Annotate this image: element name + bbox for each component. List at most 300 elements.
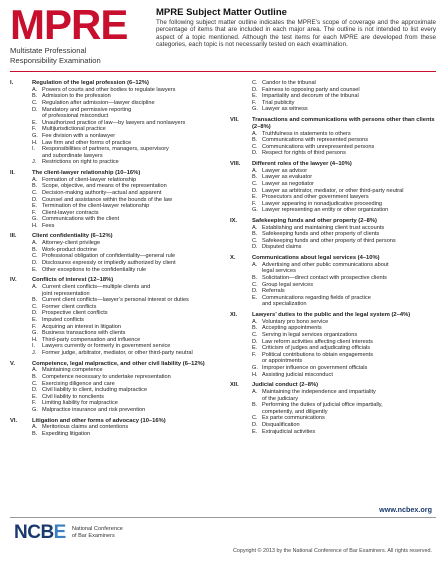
outline-item	[252, 402, 436, 409]
item-text: Communications with unrepresented persons	[262, 143, 375, 150]
section-number: II.	[10, 169, 15, 176]
outline-section	[10, 361, 216, 414]
outline-item	[252, 325, 436, 332]
section-heading	[230, 255, 436, 262]
item-letter: G.	[32, 216, 38, 223]
item-letter: H.	[252, 371, 258, 378]
section-title: Competence, legal malpractice, and other civil liability (6–12%)	[32, 360, 205, 367]
item-text: Lawyer appearing in nonadjudicative proceeding	[262, 200, 383, 207]
item-text: Criticism of judges and adjudicating officials	[262, 345, 371, 352]
item-text: Former judge, arbitrator, mediator, or other third-party neutral	[42, 349, 193, 356]
item-letter: D.	[32, 310, 38, 317]
outline-item	[32, 317, 216, 324]
item-letter: A.	[32, 86, 38, 93]
item-text: Limiting liability for malpractice	[42, 400, 118, 407]
outline-item	[252, 352, 436, 359]
outline-item	[32, 400, 216, 407]
item-text: Accepting appointments	[262, 325, 322, 332]
item-letter: C.	[32, 303, 38, 310]
item-letter: F.	[32, 323, 37, 330]
outline-item	[252, 345, 436, 352]
item-letter: C.	[32, 99, 38, 106]
item-text: Decision-making authority—actual and apparent	[42, 189, 162, 196]
item-text-continuation: competently, and diligently	[262, 408, 328, 415]
outline-left-column	[10, 80, 216, 442]
outline-item	[252, 389, 436, 396]
outline-item	[252, 295, 436, 302]
item-text: Mandatory and permissive reporting	[42, 106, 132, 113]
section-title: Judicial conduct (2–8%)	[252, 382, 319, 389]
item-letter: B.	[32, 297, 38, 304]
item-text: Malpractice insurance and risk prevention	[42, 406, 146, 413]
item-text: Formation of client-lawyer relationship	[42, 176, 137, 183]
item-text: Counsel and assistance within the bounds of the law	[42, 196, 172, 203]
item-text: Disclosures expressly or impliedly authorized by client	[42, 260, 176, 267]
item-letter: D.	[252, 421, 258, 428]
item-text: Ex parte communications	[262, 415, 325, 422]
item-letter: D.	[32, 196, 38, 203]
item-letter: E.	[252, 93, 258, 100]
outline-item	[32, 87, 216, 94]
item-text-continuation: and subordinate lawyers	[42, 152, 103, 159]
item-text: Competence necessary to undertake representation	[42, 373, 171, 380]
item-letter: A.	[252, 318, 258, 325]
item-letter: I.	[32, 343, 36, 350]
outline-item	[32, 126, 216, 133]
outline-item	[32, 330, 216, 337]
item-text: Professional obligation of confidentiality—general rule	[42, 253, 176, 260]
item-text: Third-party compensation and influence	[42, 336, 141, 343]
section-heading	[230, 218, 436, 225]
item-letter: H.	[32, 222, 38, 229]
item-letter: D.	[252, 288, 258, 295]
outline-item	[252, 207, 436, 214]
outline-item	[32, 267, 216, 274]
item-letter: C.	[252, 415, 258, 422]
section-title: Lawyers’ duties to the public and the legal system (2–4%)	[252, 312, 411, 319]
outline-item	[32, 159, 216, 166]
item-text: Attorney-client privilege	[42, 240, 101, 247]
item-letter: E.	[32, 393, 38, 400]
section-title: Safekeeping funds and other property (2–8%)	[252, 217, 377, 224]
item-letter: E.	[32, 266, 38, 273]
item-letter: B.	[32, 183, 38, 190]
item-letter: C.	[252, 332, 258, 338]
item-text: Serving in legal services organizations	[262, 332, 358, 338]
outline-item	[32, 203, 216, 210]
item-letter: A.	[252, 388, 258, 395]
outline-item	[252, 429, 436, 436]
item-text: Lawyer as advisor	[262, 167, 308, 174]
item-text: Lawyer as evaluator	[262, 174, 313, 181]
item-letter: D.	[252, 150, 258, 157]
section-number: VI.	[10, 417, 18, 424]
outline-item	[32, 183, 216, 190]
item-letter: G.	[32, 406, 38, 413]
item-letter: C.	[32, 380, 38, 387]
item-letter: G.	[32, 330, 38, 337]
item-text-continuation: and specialization	[262, 301, 307, 308]
outline-item	[32, 350, 216, 357]
item-text: Communications with represented persons	[262, 137, 369, 144]
item-letter: A.	[32, 176, 38, 183]
outline-item	[32, 100, 216, 107]
section-number: VIII.	[230, 160, 241, 167]
item-text: Improper influence on government officials	[262, 364, 368, 371]
outline-section	[10, 80, 216, 166]
section-title: Transactions and communications with persons other than clients (2–8%)	[252, 116, 435, 130]
item-letter: G.	[32, 132, 38, 139]
item-text: Termination of the client-lawyer relationship	[42, 203, 150, 210]
item-letter: F.	[32, 209, 37, 216]
item-letter: E.	[32, 317, 38, 323]
item-text: Voluntary pro bono service	[262, 318, 329, 325]
outline-section	[230, 255, 436, 308]
item-text: Fairness to opposing party and counsel	[262, 86, 360, 93]
item-letter: D.	[252, 338, 258, 345]
item-text: Exercising diligence and care	[42, 380, 115, 387]
outline-item	[252, 372, 436, 379]
item-letter: E.	[252, 194, 258, 201]
item-text: Safekeeping funds and other property of clients	[262, 231, 380, 238]
item-text: Client-lawyer contracts	[42, 209, 99, 216]
footer-divider	[10, 517, 436, 518]
outline-item	[32, 140, 216, 147]
item-text: Trial publicity	[262, 99, 295, 106]
item-letter: F.	[32, 400, 37, 407]
item-text: Admission to the profession	[42, 93, 111, 100]
outline-item	[32, 343, 216, 350]
outline-section	[10, 170, 216, 230]
page-title: MPRE Subject Matter Outline	[156, 7, 287, 18]
item-letter: C.	[252, 143, 258, 150]
outline-item	[252, 150, 436, 157]
item-text: Restrictions on right to practice	[42, 159, 119, 166]
outline-item	[252, 188, 436, 195]
outline-section	[230, 218, 436, 251]
outline-item	[252, 262, 436, 269]
item-letter: C.	[32, 253, 38, 260]
outline-item	[32, 240, 216, 247]
outline-item	[32, 337, 216, 344]
item-text: Current client conflicts—lawyer’s personal interest or duties	[42, 297, 189, 304]
item-letter: H.	[32, 139, 38, 146]
item-text: Expediting litigation	[42, 430, 91, 437]
item-letter: G.	[252, 106, 258, 113]
mpre-logo-block	[10, 1, 140, 65]
outline-item	[32, 177, 216, 184]
section-title: Litigation and other forms of advocacy (10–16%)	[32, 417, 166, 424]
outline-section	[230, 382, 436, 435]
outline-item	[252, 288, 436, 295]
section-title: The client-lawyer relationship (10–16%)	[32, 169, 141, 176]
outline-section	[10, 233, 216, 273]
header-divider	[10, 71, 436, 72]
item-text: Fees	[42, 222, 55, 229]
outline-right-column	[230, 80, 436, 439]
item-text: Current client conflicts—multiple clients and	[42, 284, 151, 291]
item-letter: A.	[252, 261, 258, 268]
outline-item	[32, 107, 216, 114]
item-text: Law firm and other forms of practice	[42, 139, 132, 146]
section-title: Different roles of the lawyer (4–10%)	[252, 160, 352, 167]
item-text: Political contributions to obtain engagements	[262, 351, 374, 358]
item-text: Powers of courts and other bodies to regulate lawyers	[42, 86, 176, 93]
item-text: Lawyer as negotiator	[262, 180, 314, 187]
section-number: III.	[10, 233, 17, 240]
outline-item	[252, 319, 436, 326]
outline-item	[32, 284, 216, 291]
item-letter: D.	[252, 86, 258, 93]
item-letter: E.	[32, 203, 38, 210]
item-letter: D.	[32, 387, 38, 394]
outline-item	[252, 238, 436, 245]
item-text: Law reform activities affecting client interests	[262, 338, 373, 345]
outline-item	[32, 253, 216, 260]
website-link[interactable]: www.ncbex.org	[379, 505, 432, 514]
item-letter: I.	[32, 146, 36, 153]
section-number: I.	[10, 80, 14, 86]
outline-item	[252, 231, 436, 238]
item-letter: F.	[252, 200, 257, 207]
item-letter: B.	[32, 93, 38, 100]
item-letter: B.	[252, 231, 258, 238]
item-letter: J.	[32, 159, 37, 166]
item-letter: A.	[32, 367, 38, 374]
item-letter: F.	[32, 126, 37, 133]
outline-item	[252, 106, 436, 113]
item-letter: D.	[32, 106, 38, 113]
outline-item	[32, 367, 216, 374]
item-text-continuation: joint representation	[42, 290, 90, 297]
item-letter: G.	[252, 207, 258, 214]
outline-item	[32, 197, 216, 204]
copyright-notice: Copyright © 2013 by the National Conference of Bar Examiners. All rights reserved.	[232, 548, 432, 554]
item-text: Disputed claims	[262, 244, 302, 251]
item-letter: B.	[32, 430, 38, 437]
item-letter: A.	[32, 424, 38, 431]
item-text: Responsibilities of partners, managers, supervisory	[42, 146, 169, 153]
outline-item	[252, 87, 436, 94]
item-text-continuation: legal services	[262, 268, 296, 275]
item-text: Lawyer as witness	[262, 106, 308, 113]
section-title: Regulation of the legal profession (6–12%)	[32, 80, 149, 86]
section-heading	[230, 117, 436, 131]
section-heading	[10, 233, 216, 240]
mpre-logo-subtitle: Multistate Professional Responsibility Examination	[10, 46, 101, 65]
outline-item	[252, 100, 436, 107]
item-text: Prosecutors and other government lawyers	[262, 194, 369, 201]
item-letter: B.	[252, 137, 258, 144]
item-text: Establishing and maintaining client trust accounts	[262, 224, 385, 231]
section-heading	[10, 418, 216, 425]
item-text: Regulation after admission—lawyer discipline	[42, 99, 155, 106]
outline-item	[32, 146, 216, 153]
outline-item	[252, 131, 436, 138]
outline-item	[252, 194, 436, 201]
outline-item	[32, 93, 216, 100]
outline-item	[252, 422, 436, 429]
item-text: Prospective client conflicts	[42, 310, 108, 317]
item-text: Civil liability to client, including malpractice	[42, 387, 148, 394]
item-letter: C.	[252, 281, 258, 288]
item-letter: H.	[32, 336, 38, 343]
item-letter: G.	[252, 364, 258, 371]
outline-item	[252, 365, 436, 372]
outline-item	[32, 120, 216, 127]
item-text: Civil liability to nonclients	[42, 393, 104, 400]
outline-item	[252, 275, 436, 282]
outline-item	[32, 381, 216, 388]
outline-item	[32, 310, 216, 317]
outline-item	[32, 223, 216, 230]
item-text: Work-product doctrine	[42, 246, 97, 253]
outline-item	[252, 80, 436, 87]
outline-item	[32, 133, 216, 140]
outline-item	[32, 297, 216, 304]
item-text: Disqualification	[262, 421, 300, 428]
header-text	[156, 7, 436, 49]
item-text: Solicitation—direct contact with prospective clients	[262, 275, 387, 282]
ncbe-mark: NCBE	[14, 522, 66, 543]
outline-item	[32, 374, 216, 381]
item-text: Unauthorized practice of law—by lawyers and nonlawyers	[42, 119, 186, 126]
item-text: Imputed conflicts	[42, 317, 84, 323]
outline-item	[252, 93, 436, 100]
item-text-continuation: or appointments	[262, 358, 303, 365]
item-text: Performing the duties of judicial office impartially,	[262, 402, 383, 409]
item-letter: D.	[252, 187, 258, 194]
item-text-continuation: of professional misconduct	[42, 113, 109, 120]
item-text: Safekeeping funds and other property of third persons	[262, 237, 396, 244]
item-text: Extrajudicial activities	[262, 428, 316, 435]
item-text: Communications regarding fields of practice	[262, 294, 371, 301]
item-text: Maintaining competence	[42, 367, 103, 374]
item-text: Former client conflicts	[42, 303, 97, 310]
section-title: Conflicts of interest (12–18%)	[32, 277, 114, 284]
item-letter: E.	[252, 345, 258, 352]
outline-section	[10, 418, 216, 438]
outline-section	[230, 117, 436, 157]
item-letter: A.	[32, 284, 38, 291]
outline-item	[32, 431, 216, 438]
item-letter: C.	[252, 237, 258, 244]
item-letter: F.	[252, 351, 257, 358]
item-text: Group legal services	[262, 281, 313, 288]
item-text: Assisting judicial misconduct	[262, 371, 333, 378]
section-number: XI.	[230, 312, 238, 319]
item-text: Acquiring an interest in litigation	[42, 323, 121, 330]
outline-section	[230, 80, 436, 113]
item-letter: B.	[252, 402, 258, 409]
section-heading	[230, 161, 436, 168]
section-heading	[10, 361, 216, 368]
item-text-continuation: of the judiciary	[262, 395, 299, 402]
item-letter: F.	[252, 99, 257, 106]
item-text: Business transactions with clients	[42, 330, 126, 337]
item-text: Impartiality and decorum of the tribunal	[262, 93, 359, 100]
mpre-logo: MPRE	[10, 1, 128, 48]
item-text: Fee division with a nonlawyer	[42, 132, 116, 139]
outline-item	[252, 201, 436, 208]
outline-section	[230, 161, 436, 214]
outline-item	[32, 394, 216, 401]
item-letter: B.	[32, 246, 38, 253]
item-text: Lawyers currently or formerly in government service	[42, 343, 171, 350]
section-number: IX.	[230, 217, 238, 224]
item-letter: E.	[252, 428, 258, 435]
item-text: Lawyer as arbitrator, mediator, or other third-party neutral	[262, 187, 404, 194]
outline-item	[32, 324, 216, 331]
item-text: Lawyer representing an entity or other organization	[262, 207, 389, 214]
section-title: Client confidentiality (6–12%)	[32, 233, 113, 240]
item-letter: E.	[252, 294, 258, 301]
section-number: VII.	[230, 116, 239, 123]
outline-item	[252, 174, 436, 181]
outline-item	[32, 387, 216, 394]
outline-item	[252, 332, 436, 339]
item-letter: J.	[32, 349, 37, 356]
outline-item	[252, 282, 436, 289]
item-letter: D.	[252, 244, 258, 251]
item-text: Advertising and other public communications about	[262, 261, 389, 268]
item-text: Truthfulness in statements to others	[262, 130, 351, 137]
outline-item	[252, 168, 436, 175]
item-letter: B.	[252, 275, 258, 282]
outline-item	[252, 225, 436, 232]
section-number: XII.	[230, 382, 239, 389]
outline-item	[32, 210, 216, 217]
item-text: Scope, objective, and means of the representation	[42, 183, 167, 190]
section-number: IV.	[10, 277, 17, 284]
intro-paragraph: The following subject matter outline indicates the MPRE’s scope of coverage and the approximate percentage of items that are included in each major area. The outline is not intended to list every aspect of a topic mentioned. Although the test items for each MPRE are developed from these categories, each topic is not necessarily tested on each examination.	[156, 19, 436, 49]
section-heading	[230, 382, 436, 389]
outline-item	[252, 181, 436, 188]
section-title: Communications about legal services (4–10%)	[252, 255, 380, 262]
item-letter: D.	[32, 260, 38, 267]
outline-item	[32, 304, 216, 311]
item-letter: B.	[252, 325, 258, 332]
item-letter: E.	[32, 119, 38, 126]
item-letter: B.	[252, 174, 258, 181]
item-letter: C.	[252, 180, 258, 187]
item-letter: A.	[32, 240, 38, 247]
section-heading	[10, 170, 216, 177]
section-heading	[10, 80, 216, 87]
item-letter: B.	[32, 373, 38, 380]
item-text: Referrals	[262, 288, 285, 295]
outline-item	[32, 216, 216, 223]
item-text: Multijurisdictional practice	[42, 126, 106, 133]
outline-item	[252, 244, 436, 251]
item-text: Communications with the client	[42, 216, 120, 223]
item-letter: A.	[252, 224, 258, 231]
ncbe-org-name: National Conference of Bar Examiners	[71, 526, 123, 539]
outline-item	[252, 144, 436, 151]
section-heading	[230, 312, 436, 319]
item-text: Other exceptions to the confidentiality rule	[42, 266, 147, 273]
section-heading	[10, 277, 216, 284]
item-text: Meritorious claims and contentions	[42, 424, 129, 431]
outline-item	[32, 260, 216, 267]
outline-item	[32, 424, 216, 431]
ncbe-logo	[14, 522, 123, 544]
outline-item	[32, 407, 216, 414]
item-letter: C.	[252, 80, 258, 86]
section-number: V.	[10, 360, 15, 367]
item-letter: A.	[252, 167, 258, 174]
item-text: Respect for rights of third persons	[262, 150, 346, 157]
